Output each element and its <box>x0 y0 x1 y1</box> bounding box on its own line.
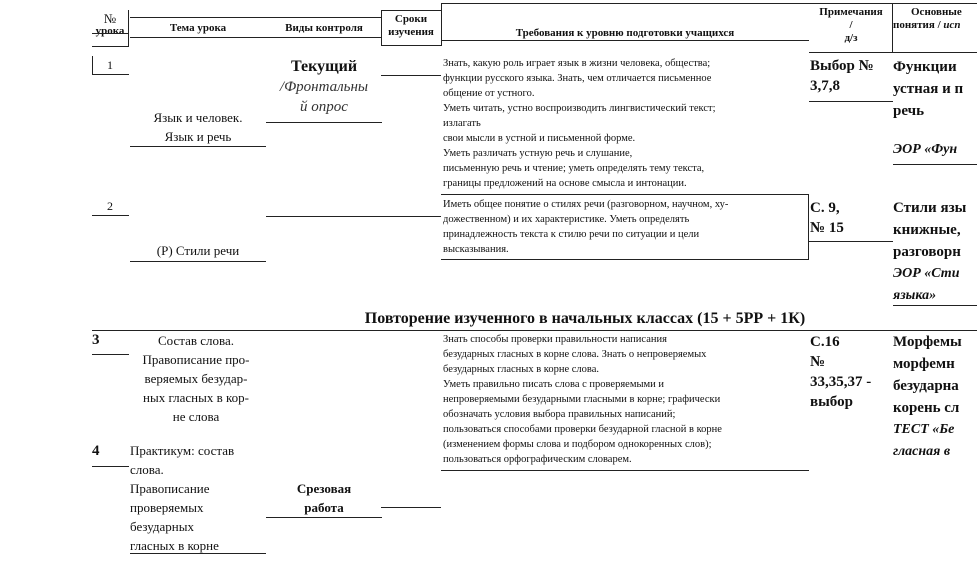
lesson-2-homework <box>810 198 894 238</box>
lesson-3-homework <box>810 332 894 412</box>
rule <box>130 261 266 262</box>
lesson-1-control-form-l2: й опрос <box>300 99 348 115</box>
req-line: пользоваться способами проверки безударной гласной в корне <box>443 424 722 435</box>
header-notes-l3: д/з <box>844 32 858 44</box>
rule <box>441 3 977 4</box>
lesson-3-number: 3 <box>92 332 100 348</box>
lesson-1-control-form-l1: /Фронтальны <box>279 79 369 95</box>
rule <box>92 215 129 216</box>
lesson-3-homework-l4: выбор <box>810 394 853 410</box>
rule <box>266 216 441 217</box>
rule <box>266 517 382 518</box>
rule <box>381 45 441 46</box>
lesson-2-concepts-l2: книжные, <box>893 222 961 238</box>
req-line: принадлежность текста к стилю речи по ситуации и цели <box>443 229 700 240</box>
header-concepts-l2a: понятия / <box>893 19 944 31</box>
lesson-1-homework <box>810 56 894 96</box>
req-line: излагать <box>443 118 481 129</box>
req-line: безударных гласных в корне слова. <box>443 364 600 375</box>
lesson-1-concepts <box>893 56 977 122</box>
rule <box>381 10 441 11</box>
req-line: функции русского языка. Знать, чем отличается письменное <box>443 73 712 84</box>
rule <box>441 470 809 471</box>
lesson-4-topic-l3: Правописание <box>130 481 210 496</box>
lesson-2-concepts <box>893 197 977 307</box>
lesson-2-topic: (Р) Стили речи <box>156 243 240 258</box>
lesson-4-control <box>266 479 382 517</box>
lesson-3-homework-l3: 33,35,37 - <box>810 374 872 390</box>
rule <box>809 52 977 53</box>
lesson-4-topic-l1: Практикум: состав <box>130 443 235 458</box>
rule <box>92 354 129 355</box>
rule <box>381 507 441 508</box>
rule <box>92 46 129 47</box>
lesson-1-topic-l1: Язык и человек. <box>153 110 243 125</box>
rule <box>128 10 129 46</box>
lesson-3-homework-l1: С.16 <box>810 334 840 350</box>
header-terms-l2: изучения <box>388 26 434 38</box>
req-line: Знать, какую роль играет язык в жизни человека, общества; <box>443 58 711 69</box>
lesson-3-topic <box>128 331 264 426</box>
lesson-3-topic-l2: Правописание про- <box>142 352 250 367</box>
lesson-4-topic-l5: безударных <box>130 519 194 534</box>
rule <box>92 33 128 34</box>
lesson-3-topic-l3: веряемых безудар- <box>144 371 248 386</box>
header-requirements: Требования к уровню подготовки учащихся <box>515 27 735 39</box>
req-line: Уметь различать устную речь и слушание, <box>443 148 633 159</box>
lesson-1-topic-l2: Язык и речь <box>164 129 232 144</box>
req-line: Уметь правильно писать слова с проверяемыми и <box>443 379 665 390</box>
lesson-3-homework-l2: № <box>810 354 826 370</box>
header-terms <box>381 13 441 39</box>
rule <box>809 101 893 102</box>
lesson-1-control-type: Текущий <box>290 58 358 75</box>
header-concepts-l2 <box>893 19 977 32</box>
req-line: пользоваться орфографическим словарем. <box>443 454 632 465</box>
header-concepts-l2b: исп <box>943 19 961 31</box>
req-line: свои мысли в устной и письменной форме. <box>443 133 636 144</box>
lesson-4-topic-l2: слова. <box>130 462 164 477</box>
lesson-3-topic-l1: Состав слова. <box>157 333 234 348</box>
req-line: дожественном) и их характеристике. Уметь определять <box>443 214 690 225</box>
req-line: обозначать условия выбора правильных написаний; <box>443 409 676 420</box>
lesson-2-homework-l2: № 15 <box>810 220 844 236</box>
rule <box>130 37 381 38</box>
header-num <box>92 12 128 38</box>
lesson-3-eor-l1: ТЕСТ «Бе <box>893 422 955 437</box>
req-line: Знать способы проверки правильности написания <box>443 334 667 345</box>
lesson-3-concepts-l3: безударна <box>893 378 959 394</box>
lesson-4-topic-l6: гласных в корне <box>130 538 219 553</box>
rule <box>130 146 266 147</box>
rule <box>92 466 129 467</box>
rule <box>892 3 893 53</box>
rule <box>381 75 441 76</box>
req-line: (изменением формы слова и подбором однокоренных слов); <box>443 439 712 450</box>
rule <box>130 553 266 554</box>
header-notes <box>809 6 893 45</box>
lesson-3-requirements <box>443 332 807 467</box>
lesson-3-concepts-l1: Морфемы <box>893 334 962 350</box>
lesson-4-control-l2: работа <box>304 500 344 515</box>
req-line: общение от устного. <box>443 88 535 99</box>
rule <box>92 74 129 75</box>
rule <box>893 305 977 306</box>
lesson-2-eor-l1: ЭОР «Сти <box>893 266 960 281</box>
lesson-3-concepts-l4: корень сл <box>893 400 960 416</box>
lesson-2-concepts-l1: Стили язы <box>893 200 967 216</box>
header-concepts <box>893 6 977 32</box>
lesson-1-concepts-l3: речь <box>893 103 925 119</box>
req-line: безударных гласных в корне слова. Знать о непроверяемых <box>443 349 707 360</box>
lesson-1-topic <box>130 108 266 146</box>
lesson-4-topic-l4: проверяемых <box>130 500 204 515</box>
header-notes-l1: Примечания <box>819 6 883 18</box>
lesson-1-homework-l2: 3,7,8 <box>810 78 840 94</box>
header-notes-l2: / <box>849 19 853 31</box>
lesson-1-eor: ЭОР «Фун <box>893 142 958 157</box>
header-terms-l1: Сроки <box>394 13 428 25</box>
req-line: Иметь общее понятие о стилях речи (разговорном, научном, ху- <box>443 199 729 210</box>
req-line: высказывания. <box>443 244 509 255</box>
lesson-4-topic <box>130 441 266 555</box>
req-line: границы предложений на основе смысла и интонации. <box>443 178 687 189</box>
rule <box>381 10 382 46</box>
header-topic: Тема урока <box>169 22 227 34</box>
header-concepts-l1: Основные <box>911 6 962 18</box>
header-num-sign: № <box>103 11 117 26</box>
lesson-1-concepts-l1: Функции <box>893 59 957 75</box>
rule <box>441 194 809 195</box>
lesson-1-concepts-l2: устная и п <box>893 81 964 97</box>
rule <box>808 195 809 259</box>
rule <box>130 17 381 18</box>
header-control: Виды контроля <box>285 22 363 34</box>
lesson-2-concepts-l3: разговорн <box>893 244 961 260</box>
lesson-3-concepts <box>893 331 977 463</box>
section-title: Повторение изученного в начальных классах (15 + 5РР + 1К) <box>364 310 806 327</box>
lesson-1-control <box>266 57 382 117</box>
lesson-4-number: 4 <box>92 443 100 459</box>
lesson-3-concepts-l2: морфемн <box>893 356 955 372</box>
lesson-2-eor-l2: языка» <box>893 288 937 303</box>
lesson-2-homework-l1: С. 9, <box>810 200 840 216</box>
rule <box>441 3 442 46</box>
req-line: Уметь читать, устно воспроизводить лингвистический текст; <box>443 103 716 114</box>
rule <box>441 40 809 41</box>
lesson-2-requirements <box>443 197 807 257</box>
lesson-1-requirements <box>443 56 807 191</box>
rule <box>92 56 93 74</box>
lesson-4-control-l1: Срезовая <box>296 481 352 496</box>
rule <box>809 241 893 242</box>
lesson-2-number: 2 <box>107 199 113 213</box>
req-line: непроверяемыми безударными гласными в корне; графически <box>443 394 721 405</box>
lesson-1-number: 1 <box>107 58 113 72</box>
lesson-3-topic-l4: ных гласных в кор- <box>143 390 249 405</box>
header-num-label: урока <box>95 25 125 37</box>
rule <box>893 164 977 165</box>
rule <box>266 122 382 123</box>
req-line: письменную речь и чтение; уметь определять тему текста, <box>443 163 705 174</box>
rule <box>441 259 809 260</box>
lesson-1-homework-l1: Выбор № <box>810 58 874 74</box>
lesson-3-eor-l2: гласная в <box>893 444 951 459</box>
lesson-3-topic-l5: не слова <box>172 409 220 424</box>
